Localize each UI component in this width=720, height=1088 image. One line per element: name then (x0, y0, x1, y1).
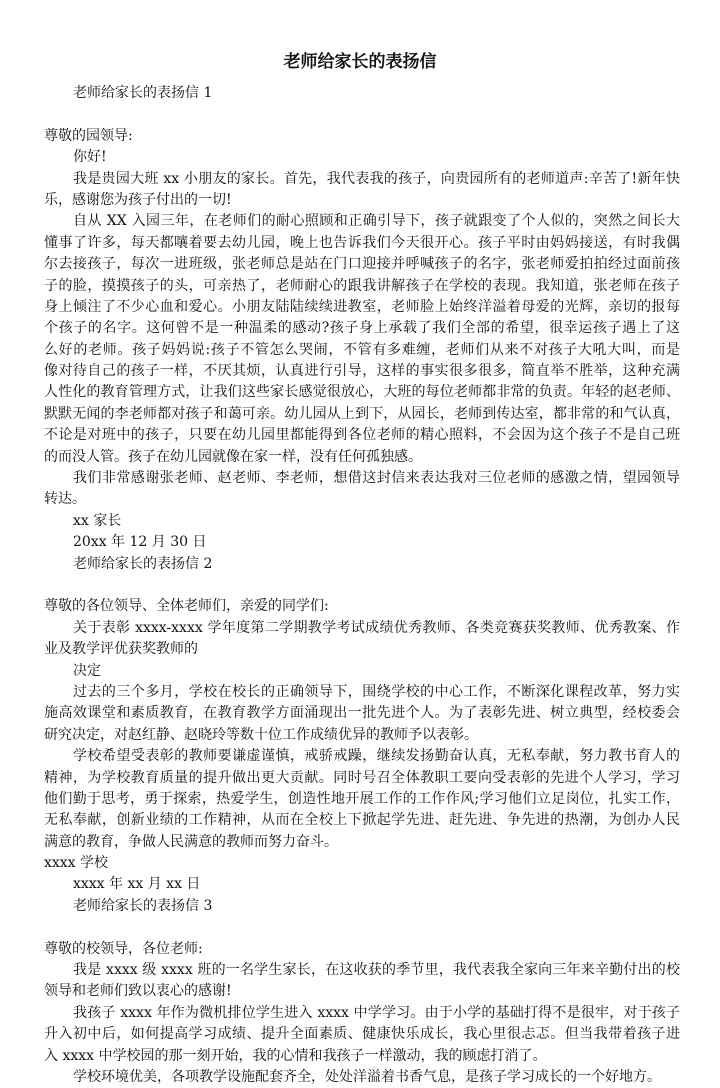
paragraph-line: 乐，感谢您为孩子付出的一切! (44, 191, 232, 208)
letter1-date: 20xx 年 12 月 30 日 (73, 534, 207, 551)
letter3-heading: 老师给家长的表扬信 3 (73, 897, 213, 914)
document-title: 老师给家长的表扬信 (283, 52, 437, 72)
paragraph-line: 业及教学评优获奖教师的 (44, 641, 198, 658)
paragraph-line: 领导和老师们致以衷心的感谢! (44, 983, 232, 1000)
letter2-heading: 老师给家长的表扬信 2 (73, 555, 213, 572)
paragraph-line: 懂事了许多，每天都嚷着要去幼儿园，晚上也告诉我们今天很开心。孩子平时由妈妈接送，有时我偶 (44, 234, 680, 251)
blank-line (44, 917, 680, 938)
blank-line (44, 104, 680, 125)
letter3-paragraph-3 (44, 1067, 680, 1088)
letter2-decision: 决定 (73, 662, 101, 679)
letter1-salutation: 尊敬的园领导: (44, 127, 133, 144)
paragraph-line: 人性化的教育管理方式，让我们这些家长感觉很放心，大班的每位老师都非常的负责。年轻的赵老师、 (44, 384, 680, 401)
paragraph-line: 子的脸，摸摸孩子的头，可亲热了，老师耐心的跟我讲解孩子在学校的表现。我知道，张老师在孩子 (44, 277, 680, 294)
paragraph-line: 学校环境优美，各项教学设施配套齐全，处处洋溢着书香气息，是孩子学习成长的一个好地方。 (73, 1068, 661, 1085)
paragraph-line: 我是贵园大班 xx 小朋友的家长。首先，我代表我的孩子，向贵园所有的老师道声:辛苦了!新年快 (73, 170, 680, 187)
paragraph-line: 关于表彰 xxxx-xxxx 学年度第二学期教学考试成绩优秀教师、各类竞赛获奖教师、优秀教案、作 (73, 619, 680, 636)
paragraph-line: 他们勤于思考，勇于探索，热爱学生，创造性地开展工作的工作作风;学习他们立足岗位，扎实工作， (44, 790, 680, 807)
paragraph-line: 转达。 (44, 491, 86, 508)
paragraph-line: 我孩子 xxxx 年作为微机排位学生进入 xxxx 中学学习。由于小学的基础打得不是很牢，对于孩子 (73, 1004, 680, 1021)
letter2-paragraph-2 (44, 682, 680, 746)
paragraph-line: 个孩子的名字。这何曾不是一种温柔的感动?孩子身上承载了我们全部的希望，很幸运孩子遇上了这 (44, 320, 680, 337)
paragraph-line: 过去的三个多月，学校在校长的正确领导下，围绕学校的中心工作，不断深化课程改革，努力实 (73, 683, 680, 700)
paragraph-line: 我是 xxxx 级 xxxx 班的一名学生家长，在这收获的季节里，我代表我全家向三年来辛勤付出的校 (73, 962, 680, 979)
paragraph-line: 么好的老师。孩子妈妈说:孩子不管怎么哭闹，不管有多难缠，老师们从来不对孩子大吼大叫，而是 (44, 341, 680, 358)
paragraph-line: 学校希望受表彰的教师要谦虚谨慎，戒骄戒躁，继续发扬勤奋认真，无私奉献，努力教书育人的 (73, 748, 680, 765)
paragraph-line: 精神，为学校教育质量的提升做出更大贡献。同时号召全体教职工要向受表彰的先进个人学习，学习 (44, 769, 680, 786)
paragraph-line: 研究决定，对赵红静、赵晓玲等数十位工作成绩优异的教师予以表彰。 (44, 726, 478, 743)
letter2-salutation: 尊敬的各位领导、全体老师们，亲爱的同学们: (44, 598, 329, 615)
letter1-paragraph-3 (44, 468, 680, 511)
letter1-paragraph-2 (44, 211, 680, 468)
paragraph-line: 自从 XX 入园三年，在老师们的耐心照顾和正确引导下，孩子就跟变了个人似的，突然之间长大 (73, 213, 680, 230)
letter1-greeting: 你好! (73, 149, 107, 166)
paragraph-line: 的而没人管。孩子在幼儿园就像在家一样，没有任何孤独感。 (44, 448, 422, 465)
paragraph-line: 我们非常感谢张老师、赵老师、李老师，想借这封信来表达我对三位老师的感激之情，望园领导 (73, 470, 680, 487)
paragraph-line: 无私奉献，创新业绩的工作精神，从而在全校上下掀起学先进、赶先进、争先进的热潮，为创办人民 (44, 812, 680, 829)
letter2-date: xxxx 年 xx 月 xx 日 (73, 876, 201, 893)
letter1-signature: xx 家长 (73, 512, 122, 529)
paragraph-line: 身上倾注了不少心血和爱心。小朋友陆陆续续进教室，老师脸上始终洋溢着母爱的光辉，亲切的报每 (44, 298, 680, 315)
letter2-paragraph-3 (44, 746, 680, 853)
paragraph-line: 施高效课堂和素质教育，在教育教学方面涌现出一批先进个人。为了表彰先进、树立典型，经校委会 (44, 705, 680, 722)
letter2-signature: xxxx 学校 (44, 855, 109, 872)
paragraph-line: 尔去接孩子，每次一进班级，张老师总是站在门口迎接并呼喊孩子的名字，张老师爱拍拍经过面前孩 (44, 256, 680, 273)
letter3-salutation: 尊敬的校领导，各位老师: (44, 940, 203, 957)
paragraph-line: 升入初中后，如何提高学习成绩、提升全面素质、健康快乐成长，我心里很忐忑。但当我带着孩子进 (44, 1026, 680, 1043)
paragraph-line: 像对待自己的孩子一样，不厌其烦，认真进行引导，这样的事实很多很多，简直举不胜举，这种充满 (44, 363, 680, 380)
letter1-paragraph-1 (44, 169, 680, 212)
paragraph-line: 默默无闻的李老师都对孩子和蔼可亲。幼儿园从上到下，从园长，老师到传达室，都非常的和气认真， (44, 405, 680, 422)
document-body (44, 83, 680, 1088)
paragraph-line: 入 xxxx 中学校园的那一刻开始，我的心情和我孩子一样激动，我的顾虑打消了。 (44, 1047, 547, 1064)
letter3-paragraph-2 (44, 1003, 680, 1067)
letter2-paragraph-1 (44, 618, 680, 661)
paragraph-line: 满意的教育，争做人民满意的教师而努力奋斗。 (44, 833, 338, 850)
letter3-paragraph-1 (44, 960, 680, 1003)
blank-line (44, 575, 680, 596)
letter1-heading: 老师给家长的表扬信 1 (73, 85, 213, 101)
paragraph-line: 不论是对班中的孩子，只要在幼儿园里都能得到各位老师的精心照料，不会因为这个孩子不是自己班 (44, 427, 680, 444)
